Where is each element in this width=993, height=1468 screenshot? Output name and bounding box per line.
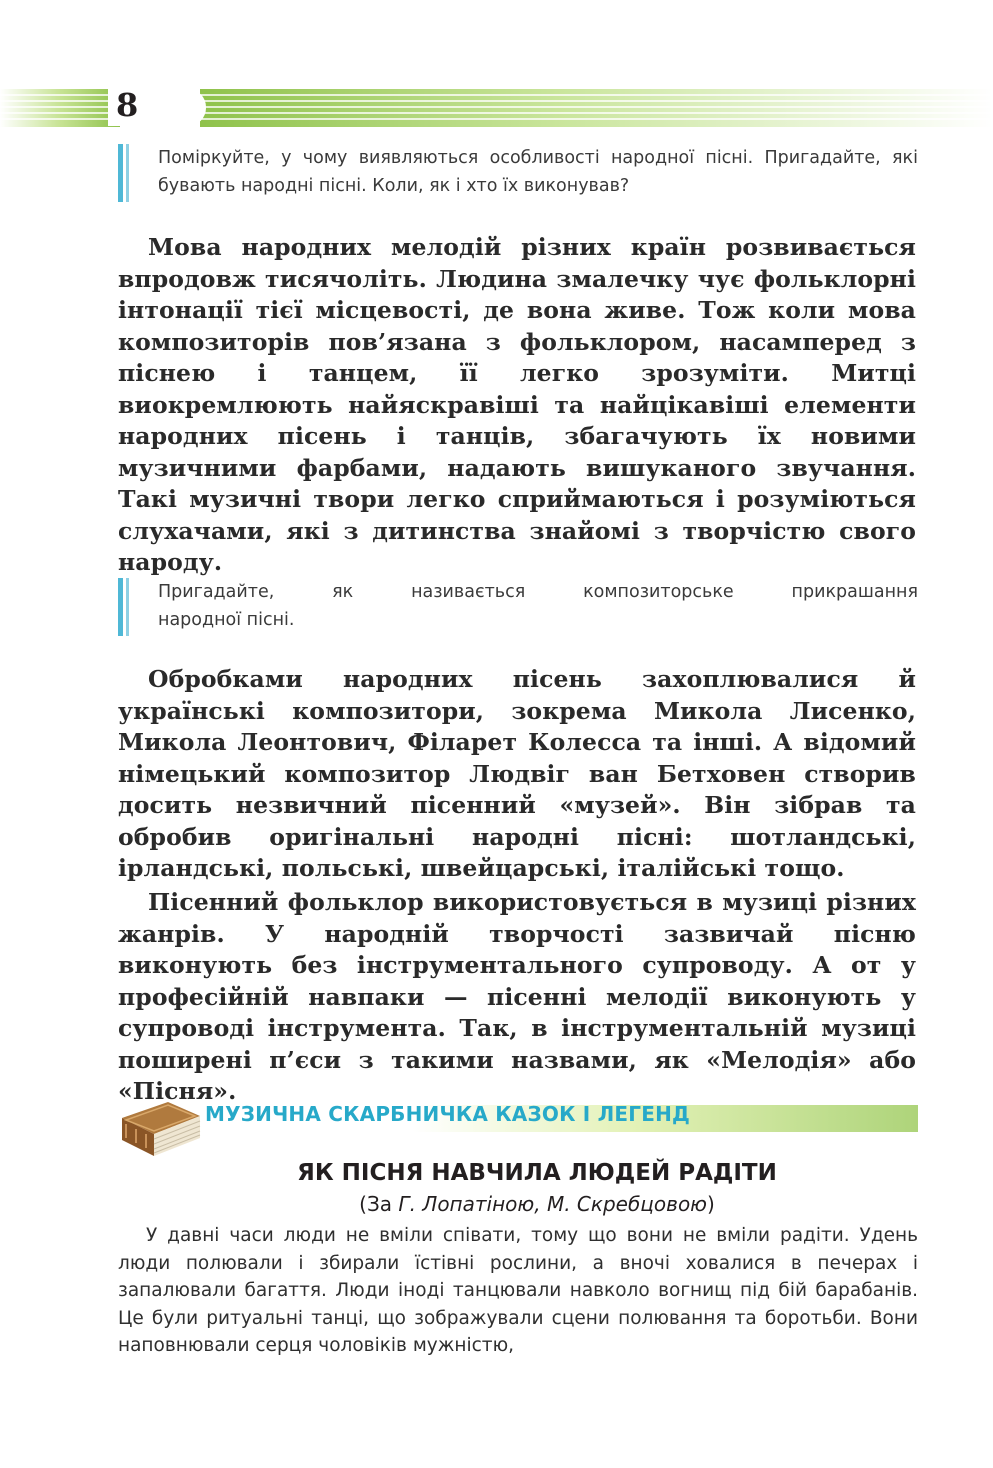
page-number: 8 [116, 86, 139, 124]
paragraph-2: Обробками народних пісень захоплювалися й українські композитори, зокрема Микола Лисенко, Микола Леонтович, Філарет Колесса та інші. А відомий німецький композитор Людвіг ван Бетховен створив досить незвичний пісенний «музей». Він зібрав та обробив оригінальні народні пісні: шотландські, ірландські, польські, швейцарські, італійські тощо. [118, 665, 916, 882]
story-source-prefix: (За [359, 1192, 399, 1216]
story-source-authors: Г. Лопатіною, М. Скребцовою [398, 1192, 708, 1216]
paragraph-3: Пісенний фольклор використовується в музиці різних жанрів. У народній творчості зазвичай пісню виконують без інструментального супроводу. А от у професійній навпаки — пісенні мелодії виконують у супроводі інструмента. Так, в інструментальній музиці поширені п’єси з такими назвами, як «Мелодія» або «Пісня». [118, 888, 916, 1105]
question-text-1: Поміркуйте, у чому виявляються особливості народної пісні. Пригадайте, які бувають народні пісні. Коли, як і хто їх виконував? [158, 148, 918, 196]
question-marker-bar [118, 578, 130, 636]
story-source-suffix: ) [707, 1192, 715, 1216]
question-block-1 [118, 144, 918, 202]
story-source [118, 1192, 916, 1216]
story-text: У давні часи люди не вміли співати, тому що вони не вміли радіти. Удень люди полювали і збирали їстівні рослини, а вночі ховалися в печерах і запалювали багаття. Люди іноді танцювали навколо вогнищ під бій барабанів. Це були ритуальні танці, що зображували сцени полювання та боротьби. Вони наповнювали серця чоловіків мужністю, [118, 1225, 918, 1356]
question-2-line-2: народної пісні. [158, 610, 295, 630]
book-icon [116, 1098, 202, 1162]
question-2-line-1: Пригадайте, як називається композиторське прикрашання [158, 582, 918, 602]
paragraph-1: Мова народних мелодій різних країн розвивається впродовж тисячоліть. Людина змалечку чує фольклорні інтонації тієї місцевості, де вона живе. Тож коли мова композиторів пов’язана з фольклором, насамперед з піснею і танцем, її легко зрозуміти. Митці виокремлюють найяскравіші та найцікавіші елементи народних пісень і танців, збагачують їх новими музичними фарбами, надають вишуканого звучання. Такі музичні твори легко сприймаються і розуміються слухачами, які з дитинства знайомі з творчістю свого народу. [118, 233, 916, 576]
story-title: ЯК ПІСНЯ НАВЧИЛА ЛЮДЕЙ РАДІТИ [297, 1160, 777, 1186]
question-block-2 [118, 578, 918, 636]
question-text-2 [158, 578, 918, 634]
question-marker-bar [118, 144, 130, 202]
section-title: МУЗИЧНА СКАРБНИЧКА КАЗОК І ЛЕГЕНД [205, 1102, 691, 1126]
